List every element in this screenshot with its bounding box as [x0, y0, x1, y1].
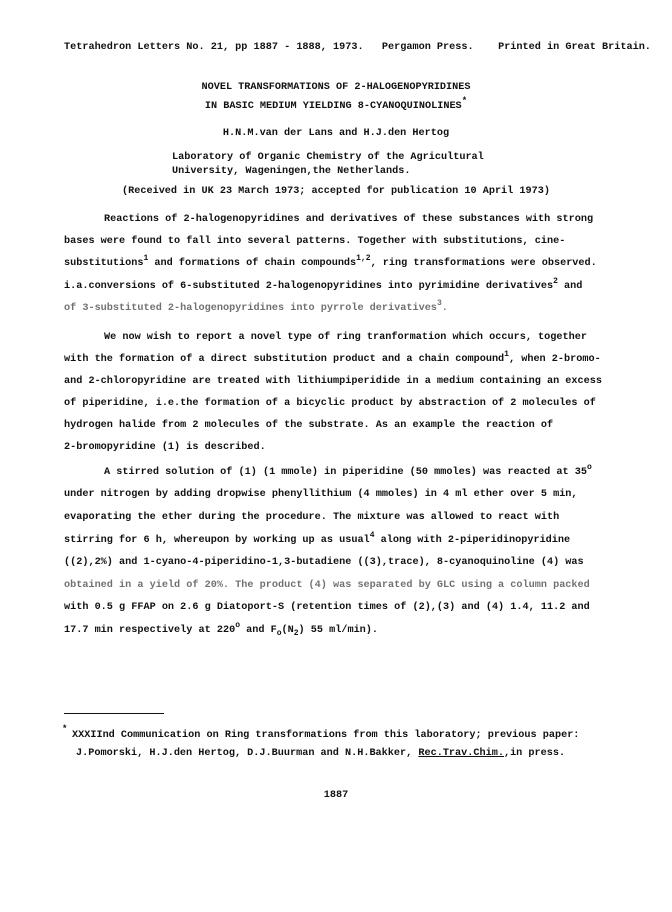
ref-sup-1: 1 — [143, 254, 149, 263]
para1-line-5 — [64, 299, 448, 314]
affiliation-line-2: University, Wageningen,the Netherlands. — [172, 166, 411, 177]
para2-line-5: hydrogen halide from 2 molecules of the substrate. As an example the reaction of — [64, 420, 554, 431]
footnote-line-2-a: J.Pomorski, H.J.den Hertog, D.J.Buurman and N.H.Bakker, — [76, 748, 419, 759]
ref-sup-4: 4 — [369, 531, 375, 540]
flow-subscript: o — [276, 629, 282, 638]
para2-line-4: of piperidine, i.e.the formation of a bicyclic product by abstraction of 2 molecules of — [64, 398, 596, 409]
para2-line-2 — [64, 350, 601, 365]
para2-line-2-b: , when 2-bromo- — [508, 354, 601, 365]
para3-line-8-a: 17.7 min respectively at 220 — [64, 625, 236, 636]
publisher: Pergamon Press. — [381, 42, 474, 53]
degree-sup-2: o — [235, 621, 240, 630]
para3-line-1-a: A stirred solution of (1) (1 mmole) in piperidine (50 mmoles) was reacted at 35 — [104, 467, 587, 478]
para1-line-3-a: substitutions — [64, 258, 144, 269]
para3-line-4-a: stirring for 6 h, whereupon by working up as usual — [64, 535, 370, 546]
page-number: 1887 — [323, 790, 349, 801]
para1-line-3 — [64, 254, 597, 269]
footnote-line-1: XXXIInd Communication on Ring transformations from this laboratory; previous paper: — [72, 730, 580, 741]
journal-citation: Tetrahedron Letters No. 21, pp 1887 - 1888, 1973. — [64, 42, 364, 53]
para1-line-4 — [64, 277, 583, 292]
title-line-2 — [0, 96, 672, 112]
para1-line-3-c: , ring transformations were observed. — [370, 258, 597, 269]
title-line-2-text: IN BASIC MEDIUM YIELDING 8-CYANOQUINOLINES — [204, 101, 462, 112]
para1-line-3-b: and formations of chain compounds — [148, 258, 357, 269]
para1-line-5-a: of 3-substituted 2-halogenopyridines into pyrrole derivatives — [64, 303, 437, 314]
nitrogen-subscript: 2 — [293, 629, 299, 638]
ref-sup-3: 3 — [436, 299, 442, 308]
ref-sup-1-2: 1,2 — [356, 254, 371, 263]
footnote-marker: * — [62, 724, 68, 734]
title-footnote-marker: * — [461, 96, 468, 106]
ref-sup-1b: 1 — [504, 350, 509, 359]
para1-line-5-b: . — [441, 303, 448, 314]
footnote-line-2 — [76, 748, 565, 759]
para3-line-6: obtained in a yield of 20%. The product (4) was separated by GLC using a column packed — [64, 580, 590, 591]
degree-sup: o — [586, 463, 592, 472]
para3-line-2: under nitrogen by adding dropwise phenyllithium (4 mmoles) in 4 ml ether over 5 min, — [64, 489, 578, 500]
authors: H.N.M.van der Lans and H.J.den Hertog — [222, 128, 450, 139]
para3-line-8-c: (N — [281, 625, 294, 636]
para3-line-4 — [64, 531, 571, 546]
para3-line-5: ((2),2%) and 1-cyano-4-piperidino-1,3-butadiene ((3),trace), 8-cyanoquinoline (4) was — [64, 557, 584, 568]
footnote-rule — [64, 713, 164, 714]
para3-line-7: with 0.5 g FFAP on 2.6 g Diatoport-S (retention times of (2),(3) and (4) 1.4, 11.2 and — [64, 602, 590, 613]
title-line-1: NOVEL TRANSFORMATIONS OF 2-HALOGENOPYRIDINES — [201, 82, 471, 93]
para2-line-1: We now wish to report a novel type of ring tranformation which occurs, together — [104, 332, 587, 343]
ref-sup-2: 2 — [553, 277, 558, 286]
para3-line-4-b: along with 2-piperidinopyridine — [374, 535, 571, 546]
footnote-journal: Rec.Trav.Chim. — [418, 748, 504, 759]
para2-line-6: 2-bromopyridine (1) is described. — [64, 442, 266, 453]
para2-line-3: and 2-chloropyridine are treated with lithiumpiperidide in a medium containing an excess — [64, 376, 602, 387]
printed-location: Printed in Great Britain. — [498, 42, 651, 53]
footnote-line-2-b: ,in press. — [503, 748, 566, 759]
para1-line-2: bases were found to fall into several patterns. Together with substitutions, cine- — [64, 236, 566, 247]
para1-line-4-b: and — [557, 281, 583, 292]
para3-line-8-d: ) 55 ml/min). — [298, 625, 379, 636]
affiliation-line-1: Laboratory of Organic Chemistry of the Agricultural — [172, 152, 484, 163]
running-header — [64, 42, 651, 53]
para3-line-3: evaporating the ether during the procedure. The mixture was allowed to react with — [64, 512, 560, 523]
para1-line-4-a: i.a.conversions of 6-substituted 2-halogenopyridines into pyrimidine derivatives — [64, 281, 554, 292]
para3-line-1 — [104, 463, 592, 478]
para3-line-8 — [64, 621, 379, 638]
para1-line-1: Reactions of 2-halogenopyridines and derivatives of these substances with strong — [104, 214, 594, 225]
received-dates: (Received in UK 23 March 1973; accepted for publication 10 April 1973) — [122, 186, 550, 197]
para2-line-2-a: with the formation of a direct substitution product and a chain compound — [64, 354, 505, 365]
para3-line-8-b: and F — [240, 625, 277, 636]
